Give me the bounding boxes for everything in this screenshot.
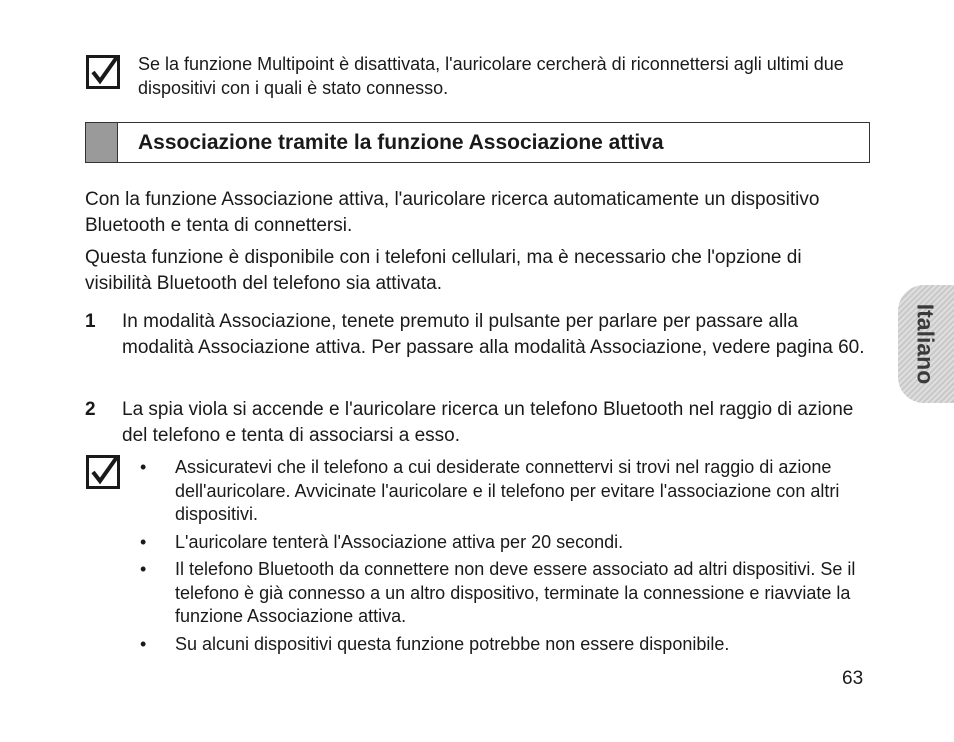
bullet-text: L'auricolare tenterà l'Associazione attiva per 20 secondi. bbox=[175, 531, 624, 552]
step-text: In modalità Associazione, tenete premuto il pulsante per parlare per passare alla modalità Associazione attiva. Per passare alla modalità Associazione, vedere pagina 60. bbox=[122, 311, 865, 358]
list-item bbox=[140, 456, 870, 527]
language-side-tab bbox=[898, 285, 954, 403]
paragraph: Con la funzione Associazione attiva, l'auricolare ricerca automaticamente un dispositivo Bluetooth e tenta di connettersi. bbox=[85, 189, 820, 236]
list-item bbox=[140, 558, 870, 629]
bullet-text: Su alcuni dispositivi questa funzione potrebbe non essere disponibile. bbox=[175, 633, 730, 654]
bullet-text: Assicuratevi che il telefono a cui desiderate connettervi si trovi nel raggio di azione dell'auricolare. Avvicinate l'auricolare e il telefono per evitare l'associazione con altri dispositivi. bbox=[175, 457, 840, 524]
checkbox-check-icon bbox=[86, 55, 120, 89]
section-header bbox=[85, 122, 870, 163]
paragraph: Questa funzione è disponibile con i telefoni cellulari, ma è necessario che l'opzione di visibilità Bluetooth del telefono sia attivata. bbox=[85, 247, 802, 294]
list-item bbox=[140, 531, 870, 555]
language-tab-label: Italiano bbox=[912, 303, 939, 385]
page-number: 63 bbox=[842, 668, 864, 689]
checkbox-check-icon bbox=[86, 455, 120, 489]
bullet-marker: • bbox=[140, 531, 147, 552]
list-item bbox=[140, 633, 870, 657]
step-number: 1 bbox=[85, 311, 96, 332]
step-text: La spia viola si accende e l'auricolare ricerca un telefono Bluetooth nel raggio di azione del telefono e tenta di associarsi a esso. bbox=[122, 399, 854, 446]
section-title: Associazione tramite la funzione Associazione attiva bbox=[138, 131, 664, 154]
step-number: 2 bbox=[85, 399, 96, 420]
bullet-marker: • bbox=[140, 559, 147, 579]
section-header-marker bbox=[86, 123, 118, 162]
bullet-marker: • bbox=[140, 457, 147, 477]
note-bullet-list bbox=[140, 456, 870, 660]
bullet-marker: • bbox=[140, 633, 147, 654]
bullet-text: Il telefono Bluetooth da connettere non deve essere associato ad altri dispositivi. Se il telefono è già connesso a un altro dispositivo, terminate la connessione e riavviate la funzione Associazione attiva. bbox=[175, 559, 856, 626]
note-text: Se la funzione Multipoint è disattivata, l'auricolare cercherà di riconnettersi agli ultimi due dispositivi con i quali è stato connesso. bbox=[138, 54, 844, 98]
